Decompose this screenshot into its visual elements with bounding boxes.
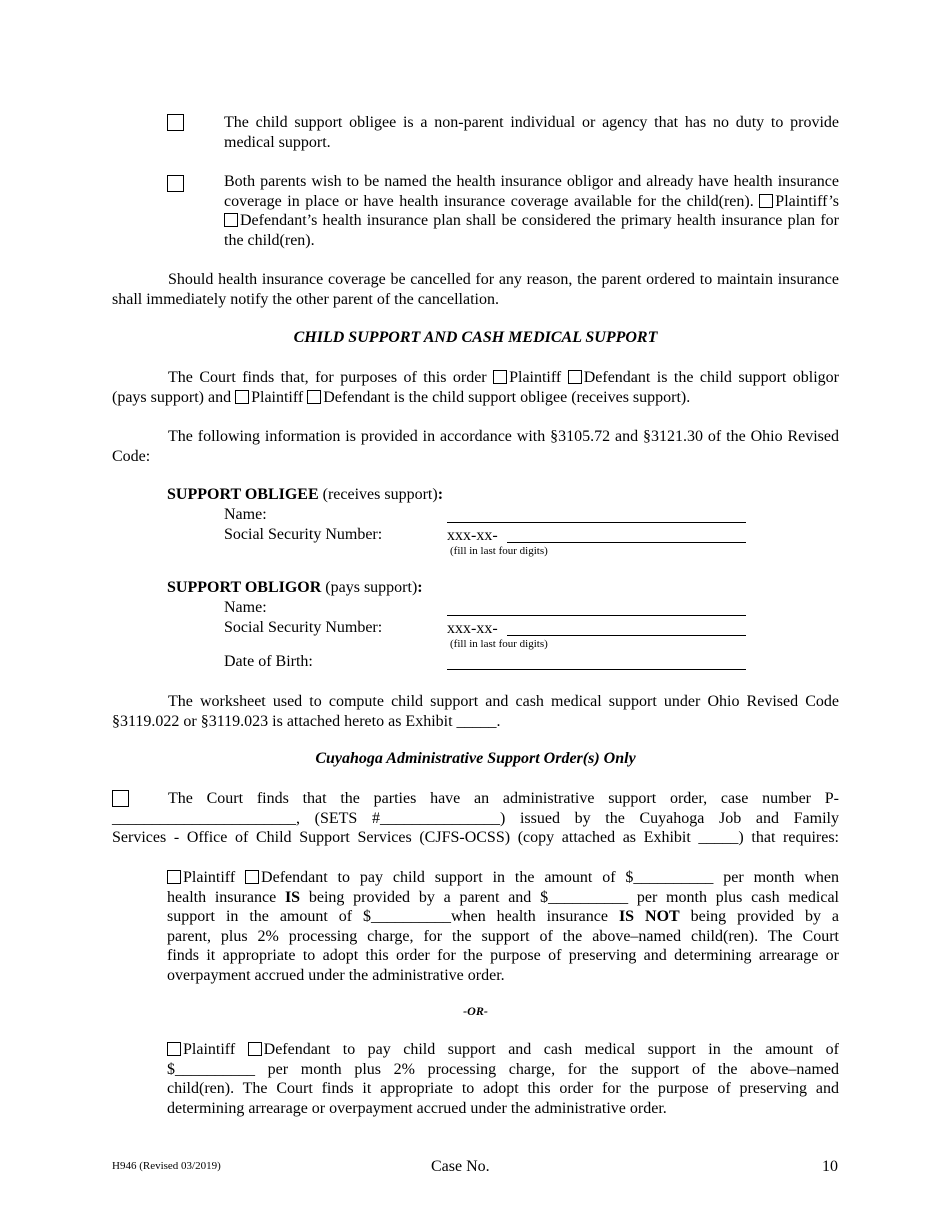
- footer-case-no: Case No.: [431, 1158, 490, 1175]
- obligor-plaintiff-label: Plaintiff: [509, 369, 562, 386]
- obligee-title-colon: :: [437, 486, 444, 503]
- option1-defendant-checkbox[interactable]: [245, 870, 259, 884]
- obligor-title-bold: SUPPORT OBLIGOR: [167, 579, 322, 596]
- option1-paragraph: [167, 868, 839, 986]
- option1-plaintiff-checkbox[interactable]: [167, 870, 181, 884]
- court-finds-text-b: is the child support obligor (pays support) and: [112, 369, 840, 406]
- obligee-ssn-field[interactable]: [507, 542, 746, 543]
- option2-defendant-label: Defendant to pay child support and cash medical support in the amount of: [263, 1041, 840, 1058]
- footer-form-id: H946 (Revised 03/2019): [112, 1160, 221, 1172]
- option1-line-3: [167, 907, 839, 927]
- obligee-ssn-prefix: xxx-xx-: [447, 527, 498, 544]
- option1-line-1: [167, 868, 839, 888]
- worksheet-paragraph: [112, 692, 839, 731]
- both-parents-text-a: Both parents wish to be named the health insurance obligor and already have health insurance coverage in place or have health insurance coverage available for the child(ren).: [224, 173, 839, 210]
- obligor-ssn-prefix: xxx-xx-: [447, 620, 498, 637]
- obligee-defendant-label: Defendant: [323, 388, 390, 406]
- option2-line-1: [167, 1040, 839, 1060]
- option2-line-2: $__________ per month plus 2% processing charge, for the support of the above–named: [167, 1060, 839, 1078]
- obligee-title-bold: SUPPORT OBLIGEE: [167, 486, 319, 503]
- obligee-plaintiff-checkbox[interactable]: [235, 390, 249, 404]
- option1-plaintiff-label: Plaintiff: [183, 869, 236, 886]
- obligor-defendant-label: Defendant: [583, 369, 651, 386]
- obligor-plaintiff-checkbox[interactable]: [493, 370, 507, 384]
- option1-is-not: IS NOT: [618, 908, 680, 926]
- worksheet-line-1: The worksheet used to compute child support and cash medical support under Ohio Revised Code: [168, 693, 839, 710]
- obligor-title-rest: (pays support): [321, 579, 418, 596]
- option1-line-6: overpayment accrued under the administrative order.: [167, 966, 505, 984]
- ohio-code-info-paragraph: The following information is provided in accordance with §3105.72 and §3121.30 of the Ohio Revised Code:: [112, 428, 839, 465]
- admin-order-paragraph: [112, 789, 839, 848]
- option1-line-2: [167, 888, 839, 908]
- admin-order-line-3: Services - Office of Child Support Services (CJFS-OCSS) (copy attached as Exhibit _____) that requires:: [112, 829, 839, 847]
- obligee-plaintiff-label: Plaintiff: [251, 388, 304, 406]
- obligee-ssn-hint: (fill in last four digits): [450, 545, 548, 557]
- option1-defendant-label: Defendant to pay child support in the amount of $__________ per month when: [261, 869, 839, 886]
- obligee-name-field[interactable]: [447, 522, 746, 523]
- primary-plan-plaintiff-checkbox[interactable]: [759, 194, 773, 208]
- non-parent-obligee-checkbox[interactable]: [167, 114, 184, 131]
- court-finds-text-a: The Court finds that, for purposes of this order: [168, 369, 487, 386]
- both-parents-text: [224, 172, 839, 250]
- option1-line-3b: being provided by a: [679, 908, 839, 926]
- court-finds-text-c: is the child support obligee (receives support).: [393, 388, 691, 406]
- obligor-ssn-label: Social Security Number:: [224, 619, 383, 636]
- obligor-name-field[interactable]: [447, 615, 746, 616]
- obligor-title-colon: :: [417, 579, 423, 596]
- obligee-ssn-label: Social Security Number:: [224, 526, 383, 543]
- admin-order-line-2: _______________________, (SETS #_______________) issued by the Cuyahoga Job and Family: [112, 809, 839, 827]
- obligor-ssn-field[interactable]: [507, 635, 746, 636]
- worksheet-line-2: §3119.022 or §3119.023 is attached hereto as Exhibit _____.: [112, 712, 501, 730]
- option2-defendant-checkbox[interactable]: [248, 1042, 262, 1056]
- non-parent-obligee-text: The child support obligee is a non-parent individual or agency that has no duty to provide medical support.: [224, 114, 839, 151]
- option2-plaintiff-checkbox[interactable]: [167, 1042, 181, 1056]
- option2-plaintiff-label: Plaintiff: [183, 1041, 236, 1058]
- court-finds-paragraph: [112, 368, 839, 407]
- primary-plan-defendant-label: Defendant’s health insurance plan shall be considered the primary health insurance plan for the child(ren).: [224, 212, 839, 249]
- obligee-name-label: Name:: [224, 506, 267, 523]
- option1-line-4: parent, plus 2% processing charge, for the support of the above–named child(ren). The Court: [167, 927, 839, 945]
- obligee-section-title: [167, 486, 443, 504]
- cuyahoga-admin-heading: Cuyahoga Administrative Support Order(s) Only: [315, 750, 636, 767]
- obligee-title-rest: (receives support): [318, 486, 438, 503]
- obligor-dob-field[interactable]: [447, 669, 746, 670]
- footer-page-number: 10: [822, 1158, 838, 1175]
- both-parents-checkbox[interactable]: [167, 175, 184, 192]
- option1-is: IS: [284, 888, 301, 906]
- option2-line-3: child(ren). The Court finds it appropriate to adopt this order for the purpose of preserving and: [167, 1080, 839, 1098]
- or-separator: -OR-: [463, 1004, 488, 1018]
- obligor-defendant-checkbox[interactable]: [568, 370, 582, 384]
- admin-order-line-1: The Court finds that the parties have an administrative support order, case number P-: [168, 790, 839, 807]
- option1-line-2a: health insurance: [167, 888, 285, 906]
- option1-line-5: finds it appropriate to adopt this order for the purpose of preserving and determining arrearage or: [167, 947, 839, 965]
- option1-line-2b: being provided by a parent and $__________ per month plus cash medical: [300, 888, 839, 906]
- obligor-section-title: [167, 579, 423, 597]
- obligor-ssn-hint: (fill in last four digits): [450, 638, 548, 650]
- option2-line-4: determining arrearage or overpayment accrued under the administrative order.: [167, 1099, 667, 1117]
- child-support-heading: CHILD SUPPORT AND CASH MEDICAL SUPPORT: [293, 329, 658, 346]
- primary-plan-plaintiff-label: Plaintiff’s: [775, 192, 839, 210]
- option1-line-3a: support in the amount of $__________when health insurance: [167, 908, 619, 926]
- cancellation-paragraph: Should health insurance coverage be cancelled for any reason, the parent ordered to maintain insurance shall immediately notify the other parent of the cancellation.: [112, 271, 839, 308]
- primary-plan-defendant-checkbox[interactable]: [224, 213, 238, 227]
- obligor-name-label: Name:: [224, 599, 267, 616]
- obligee-defendant-checkbox[interactable]: [307, 390, 321, 404]
- obligor-dob-label: Date of Birth:: [224, 653, 313, 670]
- option2-paragraph: [167, 1040, 839, 1118]
